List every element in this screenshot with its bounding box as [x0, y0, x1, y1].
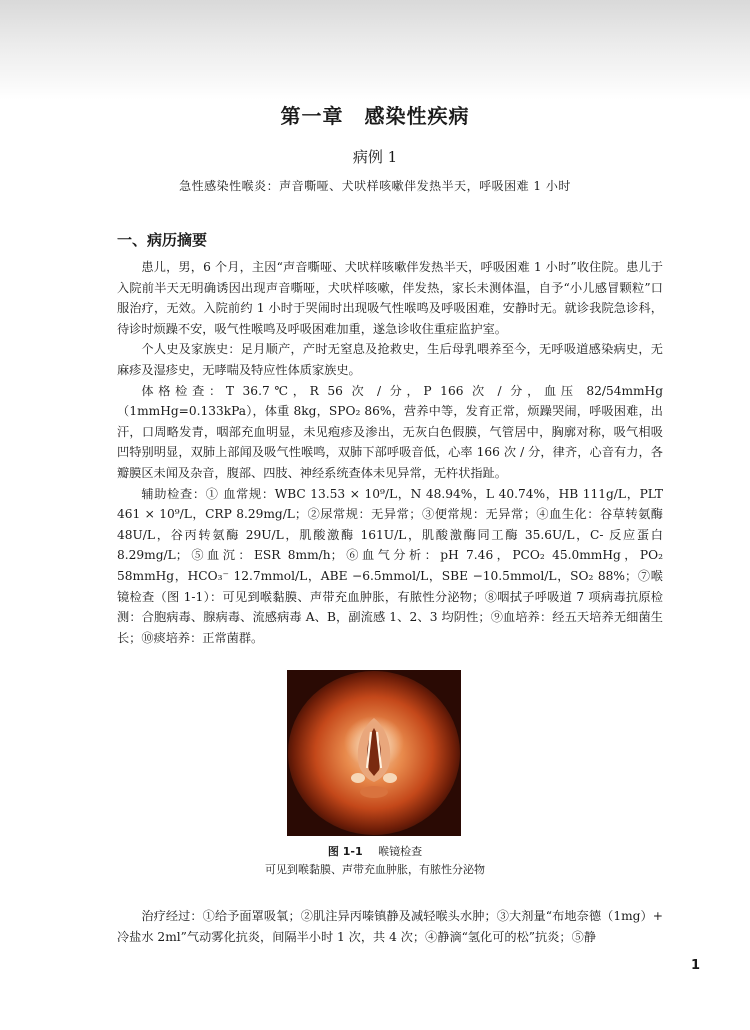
chapter-title: 第一章 感染性疾病	[280, 104, 470, 128]
paragraph-personal-history: 个人史及家族史：足月顺产，产时无窒息及抢救史，生后母乳喂养至今，无呼吸道感染病史，无麻疹及湿疹史，无哮喘及特应性体质家族史。	[117, 342, 663, 377]
figure-caption	[0, 843, 750, 859]
case-summary-body	[117, 257, 663, 648]
laryngoscope-photo-illustration	[287, 670, 461, 836]
laryngoscope-image	[287, 670, 461, 836]
header-gradient-band	[0, 0, 750, 100]
paragraph-treatment: 治疗经过：①给予面罩吸氧；②肌注异丙嗪镇静及减轻喉头水肿；③大剂量“布地奈德（1mg）+ 冷盐水 2ml”气动雾化抗炎，间隔半小时 1 次，共 4 次；④静滴“氢化可的松”抗炎；⑤静	[117, 909, 663, 944]
case-subtitle: 急性感染性喉炎：声音嘶哑、犬吠样咳嗽伴发热半天，呼吸困难 1 小时	[179, 179, 571, 193]
treatment-body	[117, 906, 663, 947]
figure-title: 喉镜检查	[378, 845, 423, 858]
paragraph-auxiliary-exam: 辅助检查：① 血常规：WBC 13.53 × 10⁹/L，N 48.94%，L 40.74%，HB 111g/L，PLT 461 × 10⁹/L，CRP 8.29mg/L；②尿常规：无异常；③便常规：无异常；④血生化：谷草转氨酶 48U/L，谷丙转氨酶 29U/L，肌酸激酶 161U/L，肌酸激酶同工酶 35.6U/L，C- 反应蛋白 8.29mg/L；⑤血沉：ESR 8mm/h；⑥血气分析：pH 7.46，PCO₂ 45.0mmHg，PO₂ 58mmHg，HCO₃⁻ 12.7mmol/L，ABE −6.5mmol/L，SBE −10.5mmol/L，SO₂ 88%；⑦喉镜检查（图 1-1）：可见到喉黏膜、声带充血肿胀，有脓性分泌物；⑧咽拭子呼吸道 7 项病毒抗原检测：合胞病毒、腺病毒、流感病毒 A、B，副流感 1、2、3 均阴性；⑨血培养：经五天培养无细菌生长；⑩痰培养：正常菌群。	[117, 486, 663, 645]
figure-number: 图 1-1	[327, 845, 363, 858]
section-heading: 一、病历摘要	[117, 231, 208, 249]
case-number: 病例 1	[352, 148, 398, 166]
paragraph-physical-exam: 体格检查：T 36.7℃，R 56 次 / 分，P 166 次 / 分，血压 82/54mmHg（1mmHg=0.133kPa），体重 8kg，SPO₂ 86%，营养中等，发育正常，烦躁哭闹，呼吸困难，出汗，口周略发青，咽部充血明显，未见疱疹及渗出，无灰白色假膜，气管居中，胸廓对称，吸气相吸凹特别明显，双肺上部闻及吸气性喉鸣，双肺下部呼吸音低，心率 166 次 / 分，律齐，心音有力，各瓣膜区未闻及杂音，腹部、四肢、神经系统查体未见异常，无杵状指趾。	[117, 383, 663, 480]
figure-note: 可见到喉黏膜、声带充血肿胀，有脓性分泌物	[265, 863, 485, 876]
paragraph-chief-complaint: 患儿，男，6 个月，主因“声音嘶哑、犬吠样咳嗽伴发热半天，呼吸困难 1 小时”收住院。患儿于入院前半天无明确诱因出现声音嘶哑，犬吠样咳嗽，伴发热，家长未测体温，自予“小儿感冒颗粒”口服治疗，无效。入院前约 1 小时于哭闹时出现吸气性喉鸣及呼吸困难，安静时无。就诊我院急诊科，待诊时烦躁不安，吸气性喉鸣及呼吸困难加重，遂急诊收住重症监护室。	[117, 260, 663, 336]
page-number: 1	[691, 958, 701, 973]
